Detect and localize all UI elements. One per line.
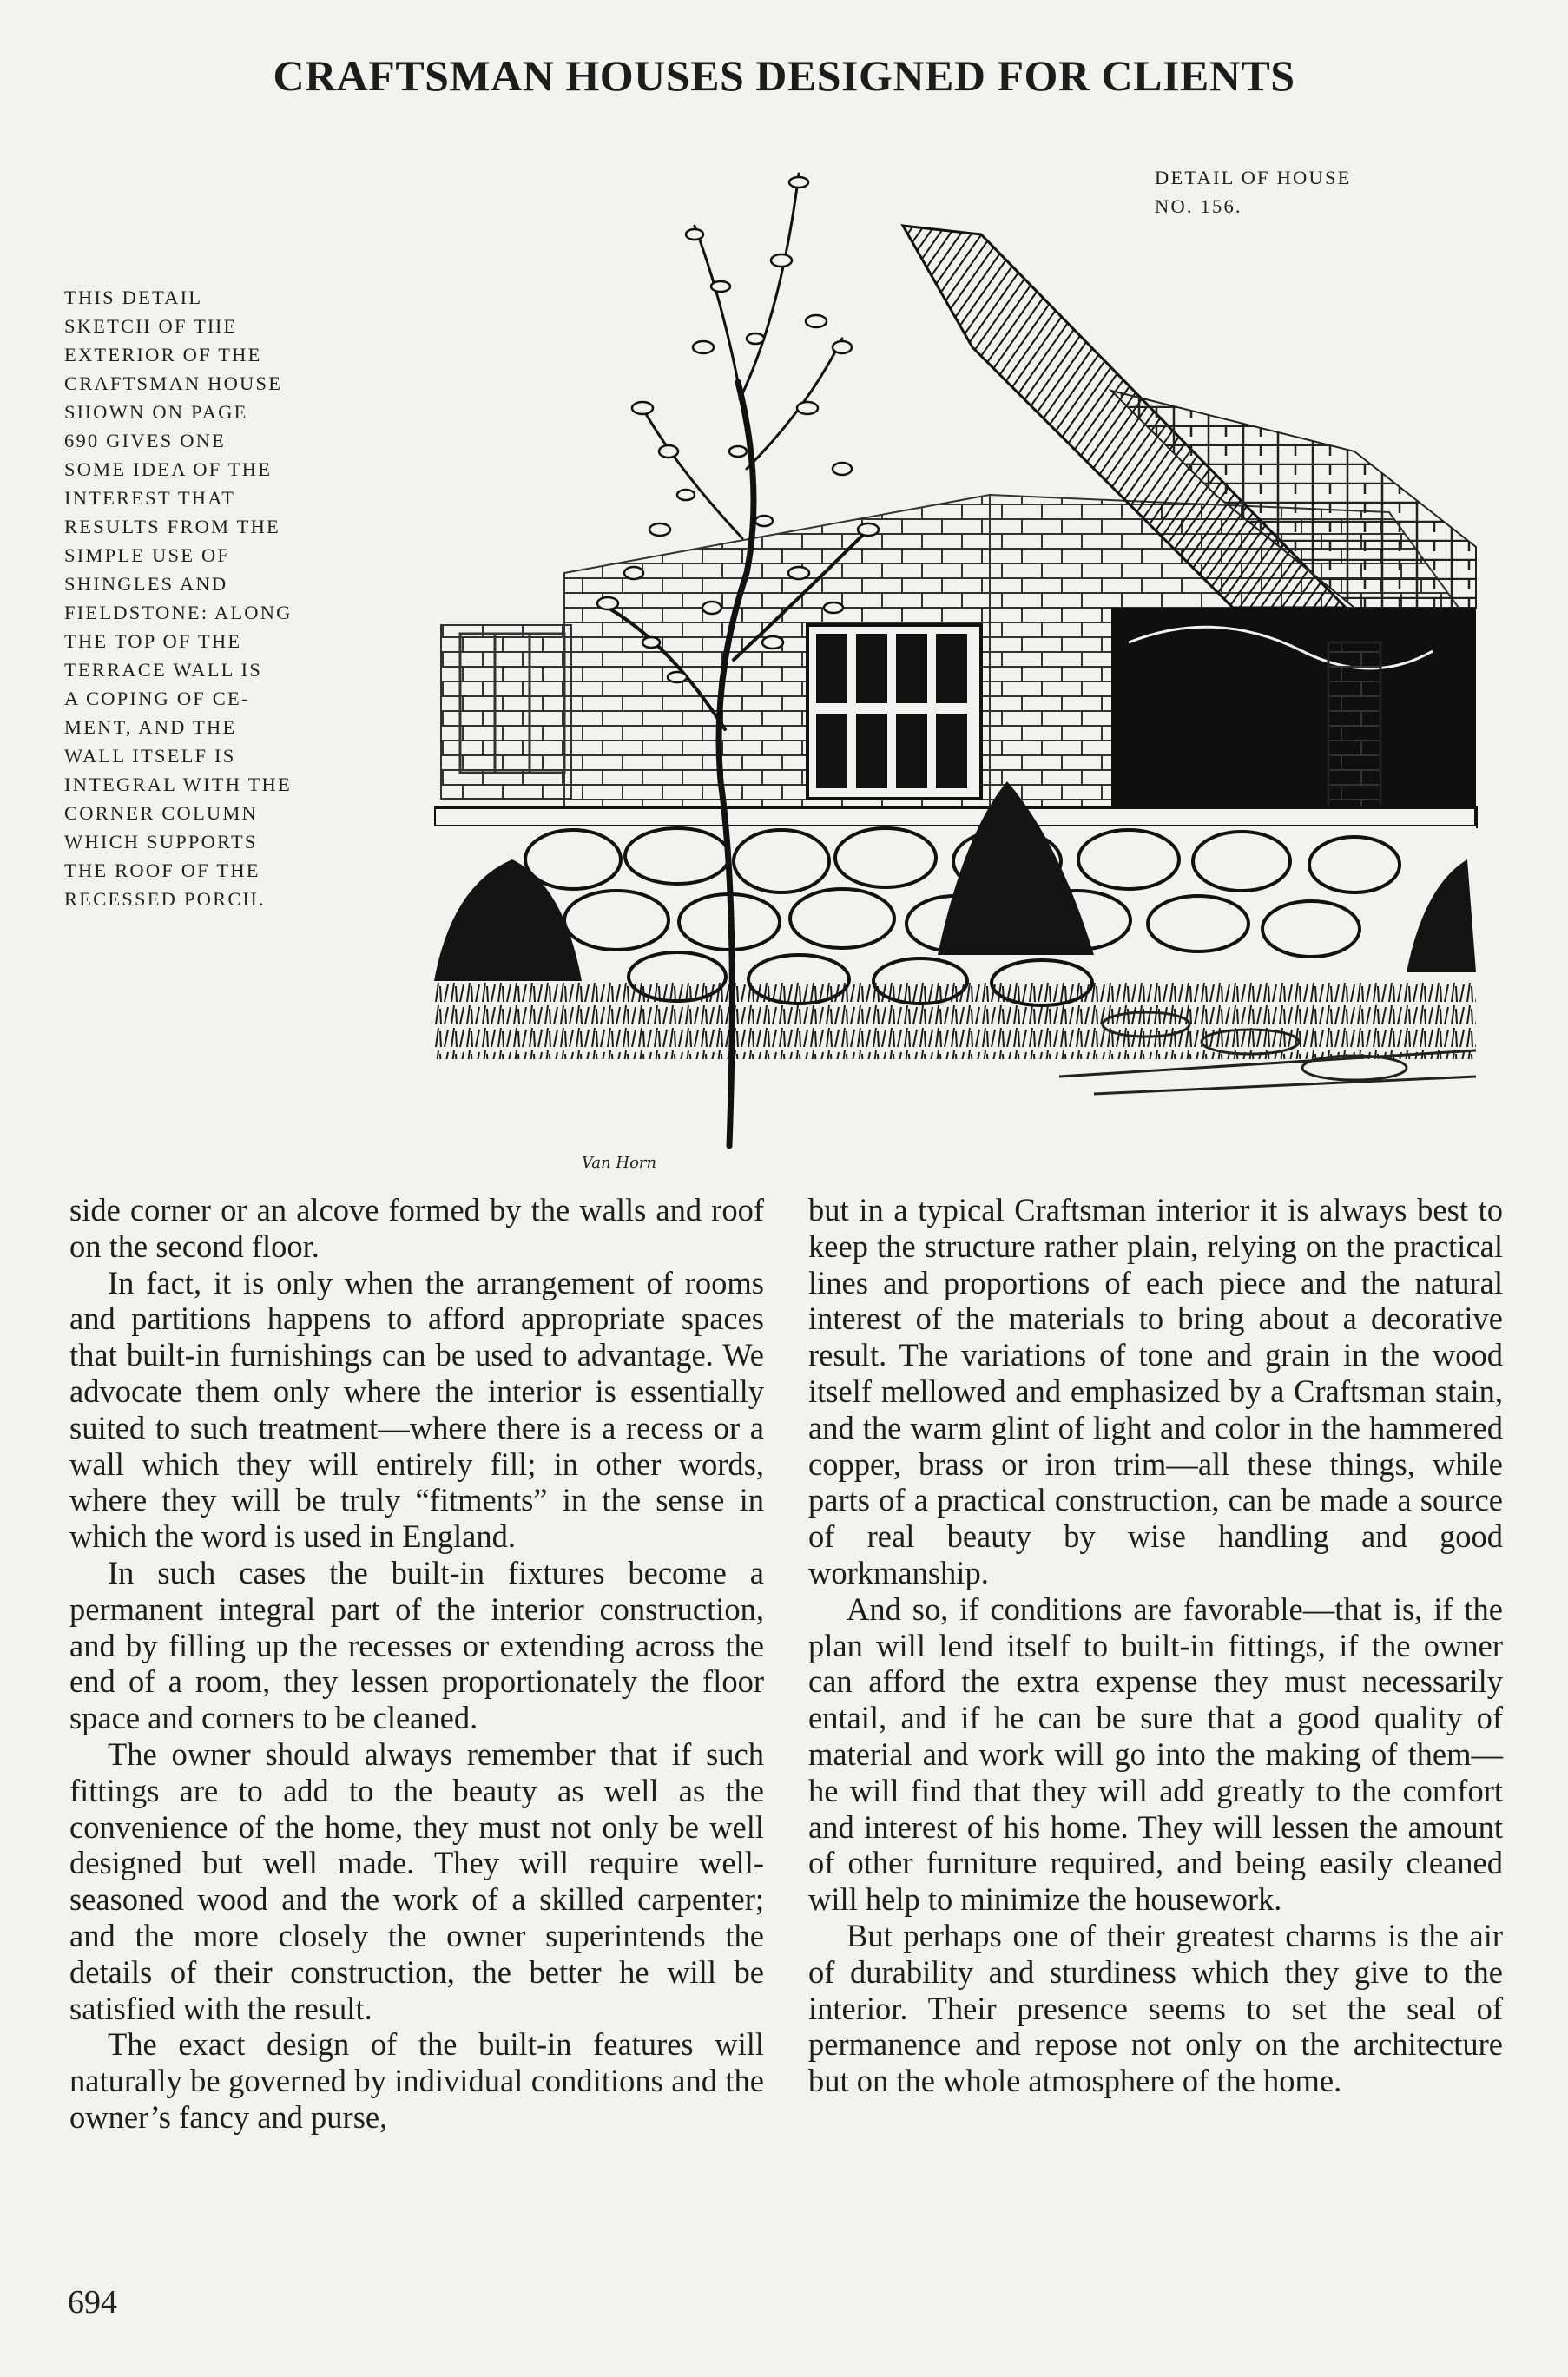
caption-line: SOME IDEA OF THE [64,458,273,480]
house-sketch-illustration [434,122,1485,1181]
caption-line: NO. 156. [1155,195,1242,217]
caption-line: WHICH SUPPORTS [64,831,258,853]
caption-line: THIS DETAIL [64,286,203,308]
page-number: 694 [68,2284,117,2321]
body-paragraph: And so, if conditions are favorable—that is, if the plan will lend itself to built-in fittings, if the owner can afford the extra expense they must necessarily entail, and if he can be sure that a good quality of material and work will go into the making of them—he will find that they will add greatly to the comfort and interest of his home. They will lessen the amount of other furniture required, and being easily cleaned will help to minimize the housework. [808,1590,1503,1918]
caption-line: SIMPLE USE OF [64,544,231,566]
body-paragraph: but in a typical Craftsman interior it is always best to keep the structure rather plain, relying on the practical lines and proportions of each piece and the natural interest of the materials to bring about a decorative result. The variations of tone and grain in the wood itself mellowed and emphasized by a Craftsman stain, and the warm glint of light and color in the hammered copper, brass or iron trim—all these things, while parts of a practical construction, can be made a source of real beauty by wise handling and good workmanship. [808,1192,1503,1590]
caption-line: TERRACE WALL IS [64,659,262,681]
cement-coping [434,807,1476,826]
caption-line: EXTERIOR OF THE [64,344,262,365]
caption-line: INTEGRAL WITH THE [64,774,292,795]
body-paragraph: In fact, it is only when the arrangement of rooms and partitions happens to afford appropriate spaces that built-in furnishings can be used to advantage. We advocate them only where the interior is essentially suited to such treatment—where there is a recess or a wall which they will entirely fill; in other words, where they will be truly “fitments” in the sense in which the word is used in England. [69,1264,764,1555]
body-paragraph: But perhaps one of their greatest charms is the air of durability and sturdiness which they give to the interior. Their presence seems to set the seal of permanence and repose not only on the architecture but on the whole atmosphere of the home. [808,1917,1503,2099]
caption-line: RECESSED PORCH. [64,888,266,910]
body-paragraph: The owner should always remember that if such fittings are to add to the beauty as well as the convenience of the home, they must not only be well designed but well made. They will require well-seasoned wood and the work of a skilled carpenter; and the more closely the owner superintends the details of their construction, the better he will be satisfied with the result. [69,1735,764,2026]
artist-signature: Van Horn [582,1154,657,1172]
body-paragraph: In such cases the built-in fixtures become a permanent integral part of the interior construction, and by filling up the recesses or extending across the end of a room, they lessen proportionately the floor space and corners to be cleaned. [69,1554,764,1736]
caption-line: CRAFTSMAN HOUSE [64,372,283,394]
caption-line: DETAIL OF HOUSE [1155,167,1352,188]
caption-line: MENT, AND THE [64,716,237,738]
caption-line: WALL ITSELF IS [64,745,236,767]
article-column-right [808,1192,1503,2099]
caption-line: CORNER COLUMN [64,802,258,824]
caption-line: SHOWN ON PAGE [64,401,248,423]
illustration-caption-left [64,283,351,913]
caption-line: FIELDSTONE: ALONG [64,602,293,623]
article-column-left [69,1192,764,2136]
caption-line: INTEREST THAT [64,487,236,509]
caption-line: SKETCH OF THE [64,315,238,337]
caption-line: RESULTS FROM THE [64,516,281,537]
body-paragraph: The exact design of the built-in features will naturally be governed by individual conditions and the owner’s fancy and purse, [69,2026,764,2135]
ground-grass [434,981,1476,1059]
caption-line: 690 GIVES ONE [64,430,227,451]
page-title: CRAFTSMAN HOUSES DESIGNED FOR CLIENTS [273,51,1295,100]
caption-line: THE TOP OF THE [64,630,242,652]
body-paragraph: side corner or an alcove formed by the walls and roof on the second floor. [69,1192,764,1264]
caption-line: SHINGLES AND [64,573,228,595]
caption-line: A COPING OF CE- [64,688,250,709]
caption-line: THE ROOF OF THE [64,859,260,881]
